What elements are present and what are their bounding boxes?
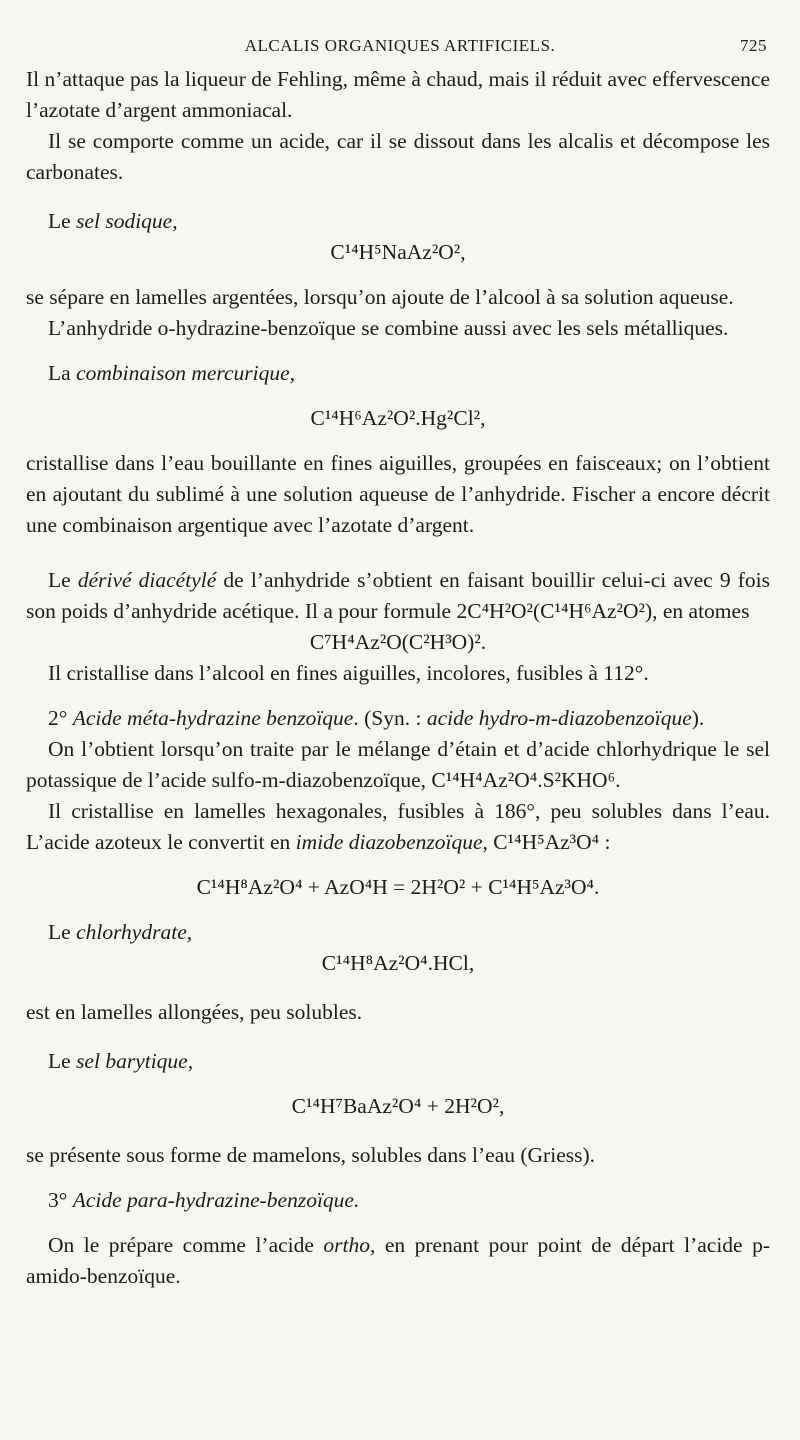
paragraph: se présente sous forme de mamelons, solubles dans l’eau (Griess). [26,1143,596,1167]
page-body [26,64,770,1292]
paragraph-text: 3° [48,1188,73,1212]
paragraph: cristallise dans l’eau bouillante en fines aiguilles, groupées en faisceaux; on l’obtient en ajoutant du sublimé à une solution aqueuse de l’anhydride. Fischer a encore décrit une combinaison argentique avec l’azotate d’argent. [26,451,770,537]
section-heading [26,1185,770,1216]
paragraph: L’anhydride o-hydrazine-benzoïque se combine aussi avec les sels métalliques. [48,316,729,340]
formula: C¹⁴H⁸Az²O⁴.HCl, [321,951,475,975]
paragraph [26,1046,770,1077]
page-number: 725 [740,36,767,55]
italic-term: chlorhydrate, [76,920,193,944]
paragraph [26,703,770,734]
formula: C⁷H⁴Az²O(C²H³O)². [309,630,487,654]
paragraph: se sépare en lamelles argentées, lorsqu’on ajoute de l’alcool à sa solution aqueuse. [26,285,734,309]
italic-term: Acide méta-hydrazine benzoïque [72,706,354,730]
italic-term: acide hydro-m-diazobenzoïque [426,706,692,730]
formula: C¹⁴H⁶Az²O².Hg²Cl², [310,406,486,430]
paragraph-text: Le [48,920,77,944]
paragraph: est en lamelles allongées, peu solubles. [26,1000,363,1024]
paragraph-text: , en prenant pour point de départ l’acide p-amido-benzoïque. [26,1233,770,1288]
paragraph-text: 2° [48,706,73,730]
paragraph-text: Le [48,209,77,233]
italic-term: combinaison mercurique, [76,361,296,385]
italic-term: dérivé diacétylé [77,568,217,592]
paragraph-text: ). [691,706,705,730]
paragraph-text: , C¹⁴H⁵Az³O⁴ : [482,830,611,854]
paragraph: Il n’attaque pas la liqueur de Fehling, même à chaud, mais il réduit avec effervescence l’azotate d’argent ammoniacal. [26,67,770,122]
running-header [0,36,800,64]
paragraph: On l’obtient lorsqu’on traite par le mélange d’étain et d’acide chlorhydrique le sel potassique de l’acide sulfo-m-diazobenzoïque, C¹⁴H⁴Az²O⁴.S²KHO⁶. [26,737,770,792]
paragraph [26,565,770,627]
paragraph [26,796,770,858]
paragraph-text: de l’anhydride s’obtient en faisant bouillir celui-ci avec 9 fois son poids d’anhydride acétique. Il a pour formule 2C⁴H²O²(C¹⁴H⁶Az²O²), en atomes [26,568,770,623]
paragraph-text: Le [48,568,78,592]
paragraph [26,1230,770,1292]
paragraph [26,206,770,237]
paragraph-text: Il cristallise en lamelles hexagonales, fusibles à 186°, peu solubles dans l’eau. L’acide azoteux le convertit en [26,799,770,854]
paragraph: Il se comporte comme un acide, car il se dissout dans les alcalis et décompose les carbonates. [26,129,770,184]
italic-term: sel sodique, [76,209,178,233]
paragraph-text: On le prépare comme l’acide [48,1233,324,1257]
italic-term: imide diazobenzoïque [295,830,483,854]
italic-term: sel barytique, [76,1049,194,1073]
formula: C¹⁴H⁷BaAz²O⁴ + 2H²O², [291,1094,505,1118]
paragraph-text: . (Syn. : [353,706,427,730]
paragraph-text: La [48,361,77,385]
paragraph-text: Le [48,1049,77,1073]
paragraph: Il cristallise dans l’alcool en fines aiguilles, incolores, fusibles à 112°. [48,661,649,685]
running-title: ALCALIS ORGANIQUES ARTIFICIELS. [244,36,556,55]
paragraph [26,917,770,948]
formula: C¹⁴H⁵NaAz²O², [330,240,466,264]
paragraph [26,358,770,389]
italic-term: Acide para-hydrazine-benzoïque. [72,1188,360,1212]
italic-term: ortho [323,1233,370,1257]
formula: C¹⁴H⁸Az²O⁴ + AzO⁴H = 2H²O² + C¹⁴H⁵Az³O⁴. [196,875,600,899]
